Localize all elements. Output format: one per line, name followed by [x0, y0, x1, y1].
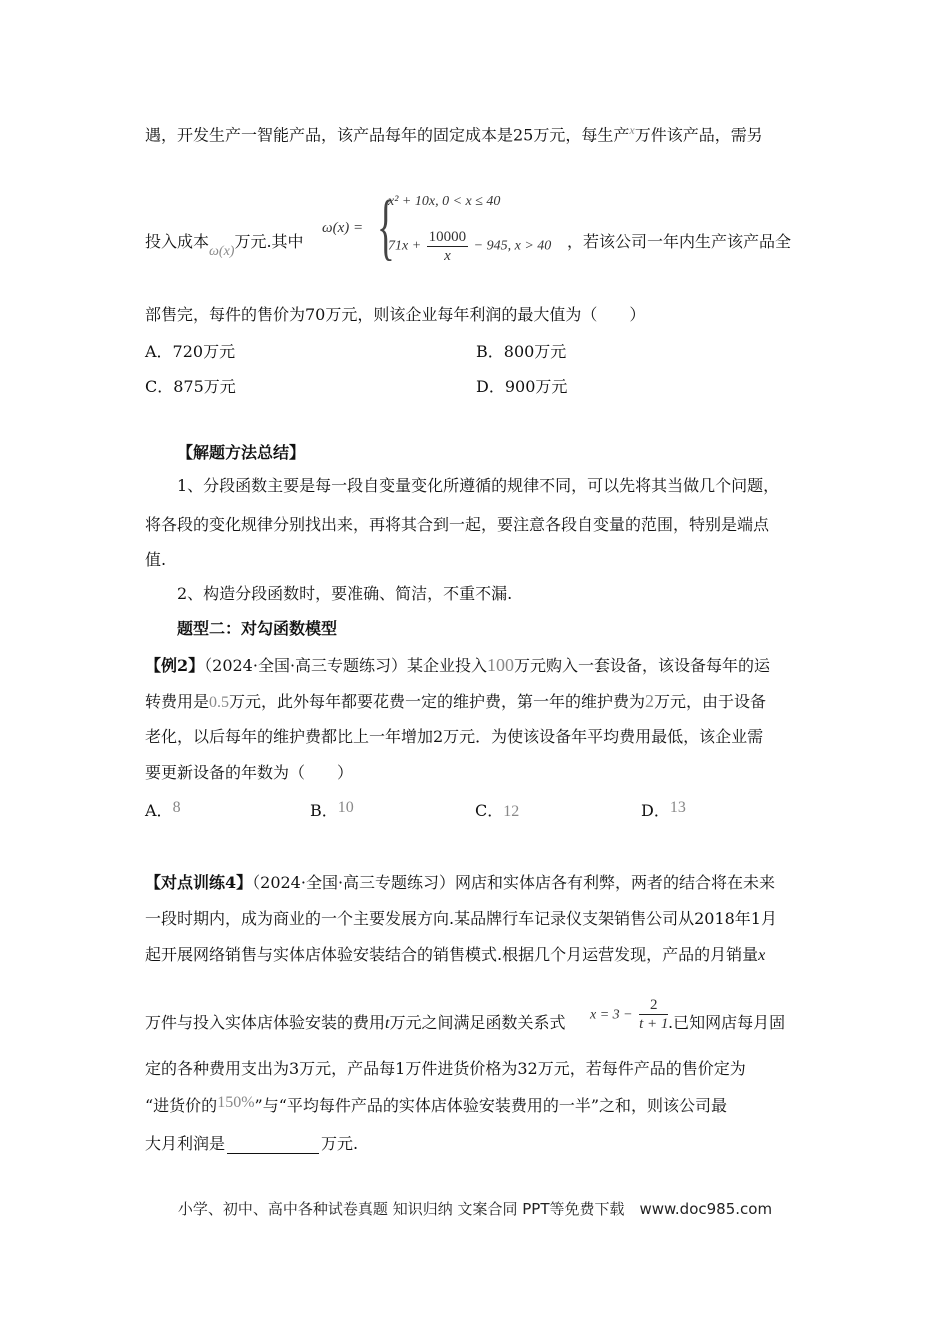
training4-line1	[145, 873, 775, 893]
text: 万元购入一套设备，该设备每年的运	[514, 656, 771, 675]
option-a: A．720万元	[145, 342, 236, 361]
text: 万元，由于设备	[654, 692, 767, 711]
example2-option-c	[475, 801, 519, 822]
text: 万元.	[321, 1134, 359, 1153]
text: “进货价的	[145, 1096, 218, 1115]
summary-p1-line1: 1、分段函数主要是每一段自变量变化所遵循的规律不同，可以先将其当做几个问题，	[177, 476, 780, 495]
footer-banner: 小学、初中、高中各种试卷真题 知识归纳 文案合同 PPT等免费下载 www.doc985.com	[177, 1200, 773, 1218]
example2-option-a	[145, 801, 181, 822]
training4-line4-end: .已知网店每月固	[668, 1013, 786, 1032]
pw-case1: x² + 10x, 0 < x ≤ 40	[388, 194, 501, 209]
text: 投入成本	[145, 232, 210, 251]
example2-line1	[145, 655, 770, 676]
pw-case2-a: 71x +	[388, 238, 422, 254]
pw-lhs: ω(x) =	[322, 220, 364, 236]
example2-option-d	[641, 801, 686, 822]
option-b: B．800万元	[476, 342, 567, 361]
option-label: D．	[641, 801, 670, 820]
problem1-line2	[145, 232, 304, 259]
problem1-line3: 部售完，每件的售价为70万元，则该企业每年利润的最大值为（ ）	[145, 305, 646, 324]
training4-line5: 定的各种费用支出为3万元，产品每1万件进货价格为32万元，若每件产品的售价定为	[145, 1059, 746, 1078]
text: 万元之间满足函数关系式	[389, 1013, 566, 1032]
text: （2024·全国·高三专题练习）网店和实体店各有利弊，两者的结合将在未来	[252, 873, 776, 892]
option-label: A．	[145, 801, 173, 820]
summary-heading: 【解题方法总结】	[177, 443, 306, 462]
training4-line3	[145, 945, 765, 966]
val-0-5: 0.5	[209, 694, 230, 711]
pw-case2	[388, 228, 551, 265]
training4-line2: 一段时期内，成为商业的一个主要发展方向.某品牌行车记录仪支架销售公司从2018年1月	[145, 909, 777, 928]
text: 转费用是	[145, 692, 210, 711]
summary-p1-line2: 将各段的变化规律分别找出来，再将其合到一起，要注意各段自变量的范围，特别是端点	[145, 515, 770, 534]
var-x: x	[758, 947, 766, 964]
omega-x: ω(x)	[209, 244, 235, 259]
summary-p1-line3: 值.	[145, 550, 167, 569]
option-value: 12	[503, 803, 520, 820]
text: （2024·全国·高三专题练习）某企业投入	[204, 656, 488, 675]
text: 起开展网络销售与实体店体验安装结合的销售模式.根据几个月运营发现，产品的月销量	[145, 945, 759, 964]
var-x: x	[629, 123, 635, 137]
option-c: C．875万元	[145, 377, 236, 396]
option-value: 8	[172, 799, 181, 816]
text: 万件该产品，需另	[634, 125, 763, 145]
summary-p2: 2、构造分段函数时，要准确、简洁，不重不漏.	[177, 584, 513, 603]
text: 万元，此外每年都要花费一定的维护费，第一年的维护费为	[229, 692, 646, 711]
training4-tag: 【对点训练4】	[145, 873, 253, 892]
text: ”与“平均每件产品的实体店体验安装费用的一半”之和，则该公司最	[254, 1096, 728, 1115]
training4-line6	[145, 1096, 727, 1117]
option-label: C．	[475, 801, 504, 820]
brace-icon: {	[377, 186, 395, 268]
example2-line4: 要更新设备的年数为（ ）	[145, 763, 354, 782]
topic2-heading: 题型二：对勾函数模型	[177, 619, 338, 638]
pw-num: 10000	[428, 229, 467, 245]
answer-blank	[227, 1137, 319, 1154]
example2-tag: 【例2】	[145, 656, 205, 675]
example2-line2	[145, 691, 766, 713]
option-d: D．900万元	[476, 377, 568, 396]
example2-line3: 老化，以后每年的维护费都比上一年增加2万元．为使该设备年平均费用最低，该企业需	[145, 727, 764, 746]
option-label: B．	[310, 801, 338, 820]
example2-option-b	[310, 801, 354, 822]
training4-line7	[145, 1134, 358, 1154]
problem1-line2-end	[567, 232, 791, 252]
formula-num: 2	[639, 996, 668, 1015]
formula-lhs: x = 3 −	[590, 1007, 633, 1023]
piecewise-formula	[322, 186, 582, 270]
pw-fraction	[427, 228, 469, 265]
var-t: t	[385, 1015, 390, 1032]
text: 遇，开发生产一智能产品，该产品每年的固定成本是25万元，每生产	[145, 125, 630, 145]
val-2: 2	[645, 691, 655, 711]
problem1-line1	[145, 120, 763, 145]
formula-fraction	[639, 996, 668, 1033]
pw-den: x	[444, 248, 451, 264]
val-150: 150%	[217, 1094, 255, 1111]
val-100: 100	[487, 655, 515, 675]
text: 万件与投入实体店体验安装的费用	[145, 1013, 386, 1032]
x-t-formula	[590, 996, 670, 1033]
formula-den: t + 1	[639, 1016, 669, 1032]
option-value: 10	[337, 799, 354, 816]
pw-case2-b: − 945, x > 40	[473, 238, 552, 254]
text: 大月利润是	[145, 1134, 226, 1153]
option-value: 13	[669, 799, 686, 816]
text: ，若该公司一年内生产该产品全	[567, 232, 792, 251]
training4-line4	[145, 1013, 565, 1034]
text: 万元.其中	[234, 232, 304, 251]
